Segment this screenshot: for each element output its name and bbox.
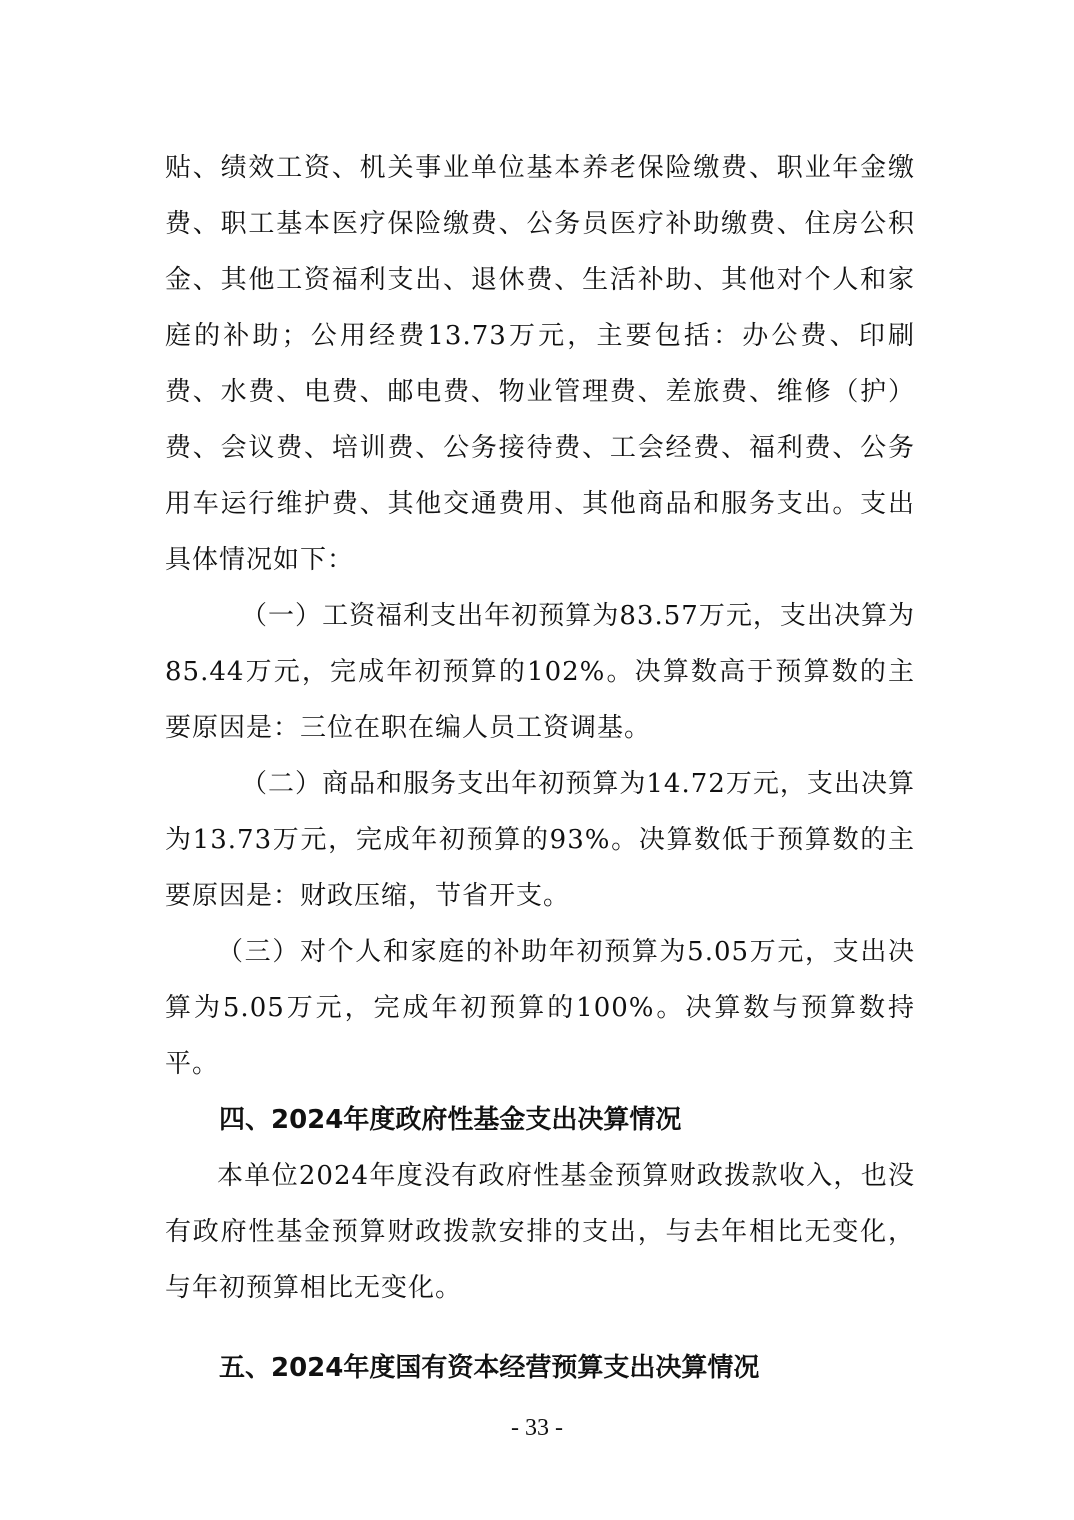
- paragraph-goods-services: （二）商品和服务支出年初预算为14.72万元，支出决算为13.73万元，完成年初预算的93%。决算数低于预算数的主要原因是：财政压缩，节省开支。: [165, 769, 915, 911]
- paragraph-individual-family-subsidy: （三）对个人和家庭的补助年初预算为5.05万元，支出决算为5.05万元，完成年初预算的100%。决算数与预算数持平。: [165, 937, 915, 1079]
- page-content: [165, 140, 915, 1396]
- paragraph-government-fund: 本单位2024年度没有政府性基金预算财政拨款收入，也没有政府性基金预算财政拨款安排的支出，与去年相比无变化，与年初预算相比无变化。: [165, 1161, 915, 1303]
- paragraph-public-funds: 贴、绩效工资、机关事业单位基本养老保险缴费、职业年金缴费、职工基本医疗保险缴费、公务员医疗补助缴费、住房公积金、其他工资福利支出、退休费、生活补助、其他对个人和家庭的补助；公用经费13.73万元，主要包括：办公费、印刷费、水费、电费、邮电费、物业管理费、差旅费、维修（护）费、会议费、培训费、公务接待费、工会经费、福利费、公务用车运行维护费、其他交通费用、其他商品和服务支出。支出具体情况如下：: [165, 153, 915, 575]
- paragraph-wage-welfare: （一）工资福利支出年初预算为83.57万元，支出决算为85.44万元，完成年初预算的102%。决算数高于预算数的主要原因是：三位在职在编人员工资调基。: [165, 601, 915, 743]
- section-heading-government-fund: 四、2024年度政府性基金支出决算情况: [219, 1105, 682, 1135]
- section-heading-state-capital: 五、2024年度国有资本经营预算支出决算情况: [219, 1353, 760, 1383]
- page-number: - 33 -: [511, 1415, 563, 1441]
